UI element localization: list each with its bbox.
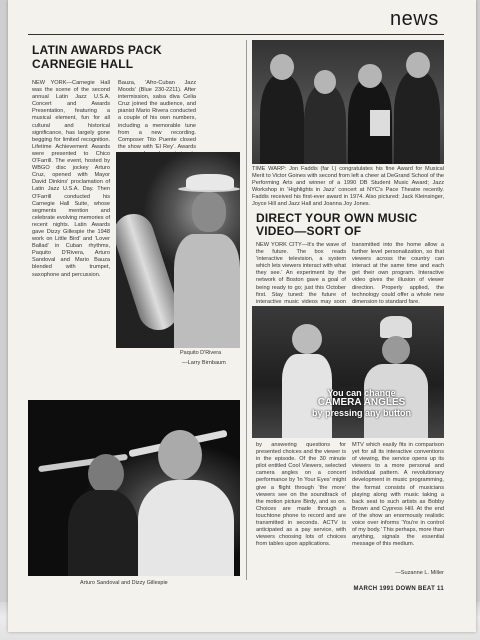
video-overlay-line1: You can change [327, 388, 396, 398]
group-photo-caption: TIME WARP: Jon Faddis (far l.) congratulates his fine Award for Musical Merit to Victor Goines with second from left a cheer at DeGrand School of the Performing Arts and winner of a 1990 DB Student Music Award; Jazz Workshop in ‘Highlights in Jazz’ concert at NYC's Pace Theatre recently. Faddis received his first-ever award in 1974. Also pictured: Jack Kleinsinger, Joyce Hill and Jazz Hall and Joanna Joy Jones. [252, 166, 444, 208]
sax-caption: Paquito D'Rivera [180, 350, 222, 356]
column-divider [246, 40, 247, 580]
photo-trumpeters [28, 400, 240, 576]
video-overlay-line3: by pressing any button [312, 408, 412, 418]
photo-saxophonist [116, 152, 240, 348]
video-author: —Suzanne L. Miller [395, 570, 444, 576]
latin-body-col2: Bauza, ‘Afro-Cuban Jazz Moods’ (Blue 230-2211). After intermission, salsa diva Celia Cruz joined the audience, and pianist Mario Rivera conducted a couple of his own numbers, including a memorable tune from a new recording. Composer Tito Puente closed the show with ‘El Rey’. Awards [118, 80, 196, 150]
video-body-col1: NEW YORK CITY—It's the wave of the future. The box reads ‘interactive television, a system which lets viewers interact with what they see.’ An experiment by the network of Boston gave a goal of being ready to go; just this October first. Stay tuned: the future of interactive music videos may soon [256, 242, 346, 305]
top-rule [28, 34, 444, 35]
video-headline-line2: VIDEO—SORT OF [256, 224, 362, 238]
latin-body-col1: NEW YORK—Carnegie Hall was the scene of the second annual Latin Jazz U.S.A. Concert and Awards Presentation, featuring a musical element, fun for all cultural and historical significance, has largely gone begging for limited recognition. Lifetime Achievement Awards were presented to Chico O'Farrill. The event, hosted by WBGO disc jockey Arturo Cruz, opened with Mayor David Dinkins' proclamation of Latin Jazz U.S.A. Day. Then O'Farrill conducted his Carnegie Hall Suite, whose segments mention and celebrate evolving memories of recent nights. Latin Awards gave Dizzy Gillespie the 1948 work on Little Bird' and ‘Lover Ballad’ in Cuban rhythms, Paquito D'Rivera, Arturo Sandoval and Mario Bauza blended with trumpet, saxophone and percussion. [32, 80, 110, 278]
latin-author: —Larry Birnbaum [182, 360, 226, 366]
video-body-col3: by answering questions for presented choices and the viewer is in the episode. Of the 30 minute pilot entitled Cool Viewers, selected camera angles on a concert performance by ‘In Your Eyes’ might give a flight through ‘the more’ viewers see on the soundtrack of the motion picture Birdy, and so on. Choices are made through a touchtone phone to record and are transmitted in seconds. ACTV is anticipated as a pay service, with viewers choosing lots of choices from tables upon applications. [256, 442, 346, 548]
section-tab: news [390, 8, 439, 30]
latin-headline-line1: LATIN AWARDS PACK [32, 43, 162, 57]
page-footer: MARCH 1991 DOWN BEAT 11 [353, 586, 444, 592]
video-body-col2: transmitted into the home allow a further level personalization, so that viewers across the country can interact at the same time and each get their own program. Interactive video gives the illusion of viewer direction. Properly applied, the technology could offer a whole new dimension to standard fare. [352, 242, 444, 305]
video-body-col4: MTV which easily fits in comparison yet for all its interactive conventions of viewing, the service opens up its viewers to a more personal and individual pattern. A revolutionary development in music programming, the format consists of musicians playing along with music taking a back seat to such artists as Bobby Brown and Cypress Hill. At the end of the show an enormously realistic voice over informs ‘You're in control of my body.’ This perhaps, more than anything, signals the essential message of this medium. [352, 442, 444, 548]
trumpet-caption: Arturo Sandoval and Dizzy Gillespie [80, 580, 168, 586]
photo-video-still [252, 306, 444, 438]
video-headline-line1: DIRECT YOUR OWN MUSIC [256, 211, 418, 225]
photo-award-group [252, 40, 444, 164]
video-overlay-line2: CAMERA ANGLES [317, 397, 406, 408]
latin-headline-line2: CARNEGIE HALL [32, 57, 134, 71]
